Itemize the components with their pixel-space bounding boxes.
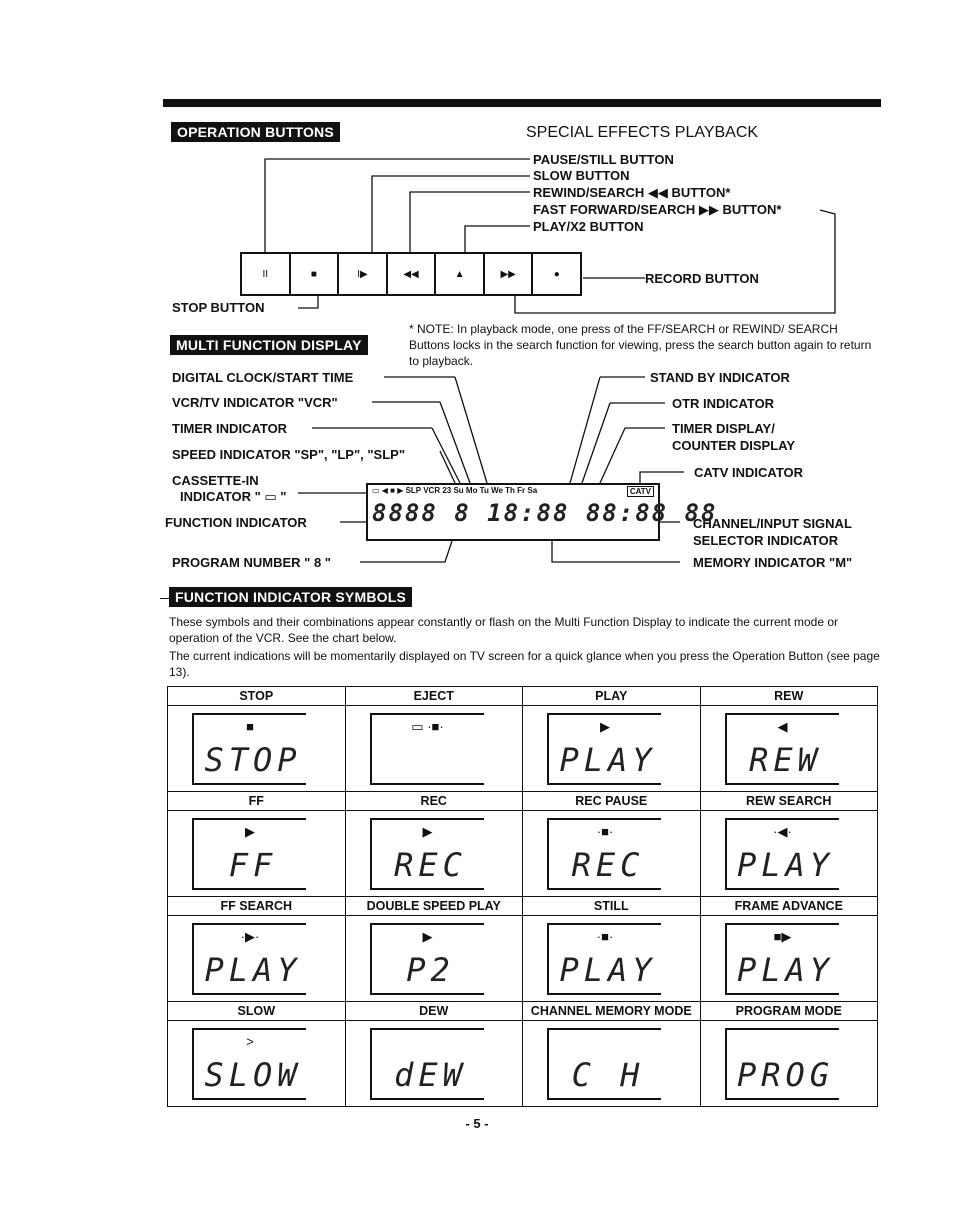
catv-label: CATV INDICATOR bbox=[694, 465, 804, 480]
lcd-digits: 8888 8 18:88 88:88 88 bbox=[372, 499, 718, 527]
timer-display-label-2: COUNTER DISPLAY bbox=[672, 438, 796, 453]
mode-display-cell bbox=[168, 706, 346, 792]
segment-text: STOP bbox=[204, 741, 302, 779]
segment-text: PLAY bbox=[736, 846, 835, 884]
function-label: FUNCTION INDICATOR bbox=[165, 515, 307, 530]
chart-display-row bbox=[168, 706, 878, 792]
function-symbols-heading: FUNCTION INDICATOR SYMBOLS bbox=[169, 587, 412, 607]
memory-label: MEMORY INDICATOR "M" bbox=[693, 555, 853, 570]
program-label: PROGRAM NUMBER " 8 " bbox=[172, 555, 331, 570]
note-text: * NOTE: In playback mode, one press of the FF/SEARCH or REWIND/ SEARCH Buttons locks in the search function for viewing, press the search button again to return to playback. bbox=[409, 322, 872, 368]
special-effects-heading: SPECIAL EFFECTS PLAYBACK bbox=[526, 124, 759, 141]
eject-button[interactable]: ▲ bbox=[436, 254, 485, 294]
mode-symbol: ·◀· bbox=[773, 824, 792, 839]
chart-header-row bbox=[168, 1002, 878, 1021]
lcd-screen bbox=[547, 818, 661, 890]
segment-text: PLAY bbox=[204, 951, 302, 989]
lcd-screen bbox=[725, 923, 839, 995]
mode-symbol: ▶ bbox=[422, 824, 433, 839]
ff-button[interactable]: ▶▶ bbox=[485, 254, 534, 294]
top-rule bbox=[163, 99, 881, 107]
intro-paragraph: These symbols and their combinations appear constantly or flash on the Multi Function Display to indicate the current mode or operation of the VCR. See the chart below. bbox=[169, 615, 839, 645]
chart-header-row bbox=[168, 687, 878, 706]
mode-display-cell bbox=[345, 706, 523, 792]
channel-label-1: CHANNEL/INPUT SIGNAL bbox=[693, 516, 852, 531]
mode-display-cell bbox=[345, 1021, 523, 1107]
stop-button[interactable]: ■ bbox=[291, 254, 340, 294]
multi-function-lcd bbox=[366, 483, 718, 541]
chart-display-row bbox=[168, 916, 878, 1002]
mode-symbol: ▶ bbox=[600, 719, 610, 734]
mode-symbol: ·■· bbox=[596, 929, 614, 944]
lcd-screen bbox=[370, 1028, 484, 1100]
segment-text: PLAY bbox=[736, 951, 835, 989]
chart-header-row bbox=[168, 897, 878, 916]
lcd-screen bbox=[192, 1028, 306, 1100]
lcd-screen bbox=[370, 818, 484, 890]
mode-symbol: ◀ bbox=[777, 719, 788, 734]
mode-label: REW bbox=[700, 687, 878, 706]
symbol-chart bbox=[167, 686, 878, 1107]
lcd-screen bbox=[547, 1028, 661, 1100]
rewind-label: REWIND/SEARCH ◀◀ BUTTON* bbox=[533, 185, 731, 200]
mode-display-cell bbox=[523, 706, 701, 792]
pause-button[interactable]: II bbox=[242, 254, 291, 294]
intro-paragraph-2: The current indications will be momentarily displayed on TV screen for a quick glance when you press the Operation Button (see page 13). bbox=[169, 649, 880, 679]
cassette-label-1: CASSETTE-IN bbox=[172, 473, 259, 488]
clock-label: DIGITAL CLOCK/START TIME bbox=[172, 370, 354, 385]
operation-buttons-heading: OPERATION BUTTONS bbox=[171, 122, 340, 142]
mode-display-cell bbox=[523, 1021, 701, 1107]
mode-symbol: ■▶ bbox=[773, 929, 792, 944]
channel-label-2: SELECTOR INDICATOR bbox=[693, 533, 839, 548]
mode-label: REC PAUSE bbox=[523, 792, 701, 811]
chart-header-row bbox=[168, 792, 878, 811]
mode-label: FF bbox=[168, 792, 346, 811]
mode-label: PROGRAM MODE bbox=[700, 1002, 878, 1021]
otr-label: OTR INDICATOR bbox=[672, 396, 775, 411]
lcd-screen bbox=[192, 923, 306, 995]
mode-display-cell bbox=[700, 811, 878, 897]
lcd-screen bbox=[725, 1028, 839, 1100]
record-button[interactable]: ● bbox=[553, 268, 560, 280]
mode-label: EJECT bbox=[345, 687, 523, 706]
stop-label: STOP BUTTON bbox=[172, 300, 265, 315]
mode-display-cell bbox=[523, 811, 701, 897]
lcd-screen bbox=[370, 923, 484, 995]
mode-label: REW SEARCH bbox=[700, 792, 878, 811]
mode-symbol: ·▶· bbox=[240, 929, 260, 944]
mode-symbol: ▶ bbox=[422, 929, 433, 944]
mode-display-cell bbox=[700, 1021, 878, 1107]
pause-label: PAUSE/STILL BUTTON bbox=[533, 152, 674, 167]
mode-symbol: ·■· bbox=[596, 824, 614, 839]
mode-label: CHANNEL MEMORY MODE bbox=[523, 1002, 701, 1021]
mode-display-cell bbox=[523, 916, 701, 1002]
lcd-screen bbox=[370, 713, 484, 785]
mode-label: FF SEARCH bbox=[168, 897, 346, 916]
mode-display-cell bbox=[168, 811, 346, 897]
lcd-screen bbox=[192, 713, 306, 785]
mode-display-cell bbox=[345, 811, 523, 897]
mode-label: STOP bbox=[168, 687, 346, 706]
lcd-catv: CATV bbox=[627, 486, 654, 497]
timer-display-label-1: TIMER DISPLAY/ bbox=[672, 421, 775, 436]
lcd-screen bbox=[725, 818, 839, 890]
segment-text: REC bbox=[571, 846, 645, 884]
vcrtv-label: VCR/TV INDICATOR "VCR" bbox=[172, 395, 338, 410]
mode-display-cell bbox=[700, 916, 878, 1002]
slow-label: SLOW BUTTON bbox=[533, 168, 630, 183]
mode-display-cell bbox=[700, 706, 878, 792]
mode-symbol: ▭ ·■· bbox=[411, 719, 444, 734]
multi-function-heading: MULTI FUNCTION DISPLAY bbox=[170, 335, 368, 355]
mode-label: FRAME ADVANCE bbox=[700, 897, 878, 916]
mode-label: DOUBLE SPEED PLAY bbox=[345, 897, 523, 916]
play-label: PLAY/X2 BUTTON bbox=[533, 219, 644, 234]
mode-label: SLOW bbox=[168, 1002, 346, 1021]
lcd-indicators: ▭ ◀ ■ ▶ SLP VCR 23 Su Mo Tu We Th Fr Sa bbox=[372, 486, 538, 495]
page-number: - 5 - bbox=[465, 1116, 489, 1131]
mode-label: PLAY bbox=[523, 687, 701, 706]
ff-label: FAST FORWARD/SEARCH ▶▶ BUTTON* bbox=[533, 202, 782, 217]
segment-text: C H bbox=[571, 1056, 645, 1094]
mode-display-cell bbox=[168, 1021, 346, 1107]
lcd-screen bbox=[547, 713, 661, 785]
segment-text: SLOW bbox=[204, 1056, 302, 1094]
segment-text: FF bbox=[228, 846, 278, 884]
segment-text: REW bbox=[749, 741, 822, 779]
cassette-label-2: INDICATOR " ▭ " bbox=[180, 489, 287, 504]
segment-text: PLAY bbox=[559, 951, 657, 989]
segment-text: PLAY bbox=[559, 741, 657, 779]
standby-label: STAND BY INDICATOR bbox=[650, 370, 790, 385]
heading-tick bbox=[160, 598, 169, 599]
segment-text: REC bbox=[394, 846, 467, 884]
chart-display-row bbox=[168, 811, 878, 897]
mode-label: DEW bbox=[345, 1002, 523, 1021]
segment-text: dEW bbox=[394, 1056, 467, 1094]
mode-display-cell bbox=[168, 916, 346, 1002]
mode-symbol: ▶ bbox=[245, 824, 255, 839]
mode-symbol: > bbox=[246, 1034, 254, 1049]
mode-label: STILL bbox=[523, 897, 701, 916]
chart-display-row bbox=[168, 1021, 878, 1107]
lcd-screen bbox=[547, 923, 661, 995]
segment-text: P2 bbox=[406, 951, 455, 989]
mode-symbol: ■ bbox=[246, 719, 254, 734]
record-label: RECORD BUTTON bbox=[645, 271, 759, 286]
speed-label: SPEED INDICATOR "SP", "LP", "SLP" bbox=[172, 447, 405, 462]
rewind-button[interactable]: ◀◀ bbox=[388, 254, 437, 294]
lcd-screen bbox=[192, 818, 306, 890]
lcd-screen bbox=[725, 713, 839, 785]
segment-text: PROG bbox=[736, 1056, 835, 1094]
mode-label: REC bbox=[345, 792, 523, 811]
timer-label: TIMER INDICATOR bbox=[172, 421, 288, 436]
slow-button[interactable]: I▶ bbox=[339, 254, 388, 294]
mode-display-cell bbox=[345, 916, 523, 1002]
button-panel bbox=[240, 252, 582, 296]
